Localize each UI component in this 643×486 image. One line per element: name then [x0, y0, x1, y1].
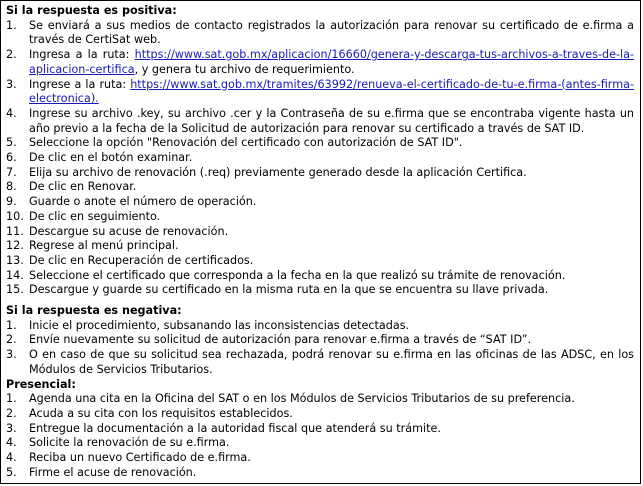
- list-item: 5. Seleccione la opción "Renovación del certificado con autorización de SAT ID".: [6, 136, 463, 150]
- list-item: 11. Descargue su acuse de renovación.: [6, 224, 229, 238]
- list-item: 2. Envíe nuevamente su solicitud de autorización para renovar e.firma a través de “SAT ID”.: [6, 333, 532, 347]
- list-item: 3. O en caso de que su solicitud sea rechazada, podrá renovar su e.firma en las oficinas de las ADSC, en los Módulos de Servicios Tributarios.: [6, 348, 634, 376]
- list-item: 14. Seleccione el certificado que corresponda a la fecha en la que realizó su trámite de renovación.: [6, 268, 566, 282]
- list-item: 1. Agenda una cita en la Oficina del SAT o en los Módulos de Servicios Tributarios de su preferencia.: [6, 392, 575, 406]
- positive-heading: Si la respuesta es positiva:: [6, 4, 177, 17]
- list-item: 2. Ingresa a la ruta: https://www.sat.gob.mx/aplicacion/16660/genera-y-descarga-tus-archivos-a-traves-de-la-aplicacion-certifica, y genera tu archivo de requerimiento.: [6, 48, 634, 76]
- list-item: 1. Inicie el procedimiento, subsanando las inconsistencias detectadas.: [6, 318, 410, 332]
- renovacion-efirma-link[interactable]: https://www.sat.gob.mx/tramites/63992/renueva-el-certificado-de-tu-e.firma-(antes-firma-electronica).: [29, 77, 634, 106]
- list-item: 3. Entregue la documentación a la autoridad fiscal que atenderá su trámite.: [6, 421, 441, 435]
- list-item: 13. De clic en Recuperación de certificados.: [6, 253, 254, 267]
- list-item: 4. Reciba un nuevo Certificado de e.firma.: [6, 451, 251, 465]
- certifica-download-link[interactable]: https://www.sat.gob.mx/aplicacion/16660/genera-y-descarga-tus-archivos-a-traves-de-la-aplicacion-certifica: [29, 48, 634, 76]
- list-item: 3. Ingrese a la ruta: https://www.sat.gob.mx/tramites/63992/renueva-el-certificado-de-tu-e.firma-(antes-firma-electronica).: [6, 77, 634, 106]
- negative-heading: Si la respuesta es negativa:: [6, 304, 182, 318]
- list-item: 4. Ingrese su archivo .key, su archivo .cer y la Contraseña de su e.firma que se encontraba vigente hasta un año previo a la fecha de la Solicitud de autorización para renovar su certificado a través de SAT ID.: [6, 106, 634, 135]
- list-item: 10. De clic en seguimiento.: [6, 209, 161, 223]
- presencial-heading: Presencial:: [6, 377, 76, 391]
- list-item: 4. Solicite la renovación de su e.firma.: [6, 436, 230, 450]
- list-item: 15. Descargue y guarde su certificado en la misma ruta en la que se encuentra su llave privada.: [6, 283, 549, 297]
- list-item: 6. De clic en el botón examinar.: [6, 151, 193, 165]
- list-item: 8. De clic en Renovar.: [6, 180, 137, 194]
- list-item: 2. Acuda a su cita con los requisitos establecidos.: [6, 406, 293, 420]
- list-item: 5. Firme el acuse de renovación.: [6, 465, 197, 479]
- list-item: 7. Elija su archivo de renovación (.req) previamente generado desde la aplicación Certifica.: [6, 165, 527, 179]
- list-item: 12. Regrese al menú principal.: [6, 239, 179, 253]
- list-item: 9. Guarde o anote el número de operación.: [6, 195, 257, 209]
- list-item: 1. Se enviará a sus medios de contacto registrados la autorización para renovar su certificado de e.firma a través de CertiSat web.: [6, 18, 634, 47]
